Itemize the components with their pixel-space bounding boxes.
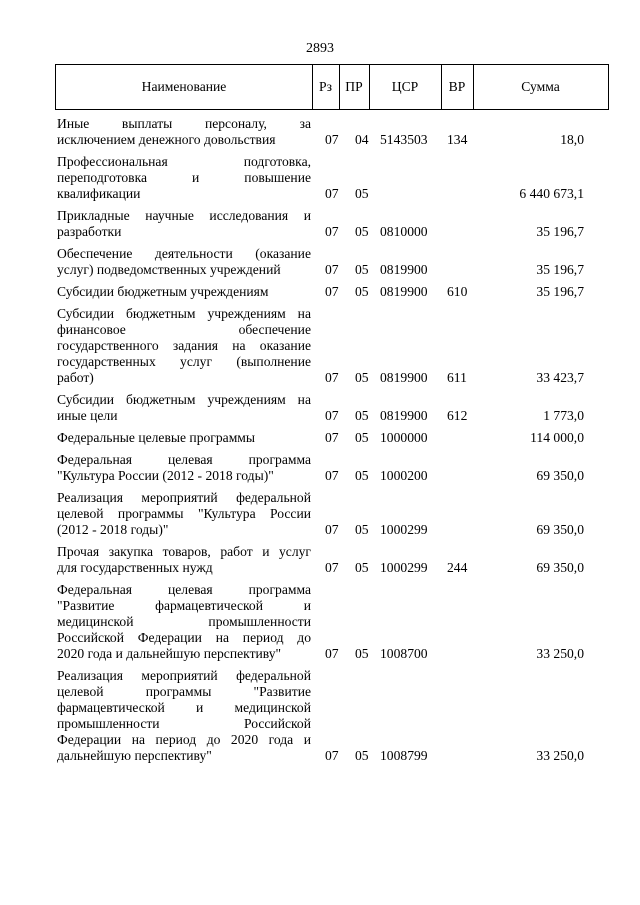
row-vr: 610 — [447, 284, 468, 299]
row-csr: 0810000 — [380, 224, 428, 239]
row-pr: 05 — [355, 468, 369, 483]
row-name-line: "Культура России (2012 - 2018 годы)" — [57, 468, 274, 483]
row-name-line: финансовое обеспечение — [57, 322, 311, 337]
row-sum: 35 196,7 — [536, 262, 584, 277]
row-rz: 07 — [325, 646, 339, 661]
row-pr: 05 — [355, 748, 369, 763]
row-pr: 04 — [355, 132, 369, 147]
row-name-line: исключением денежного довольствия — [57, 132, 276, 147]
row-pr: 05 — [355, 262, 369, 277]
row-pr: 05 — [355, 522, 369, 537]
row-name — [57, 246, 311, 278]
row-name — [57, 452, 311, 484]
table-row — [0, 668, 640, 764]
row-sum: 33 423,7 — [536, 370, 584, 385]
row-rz: 07 — [325, 224, 339, 239]
row-name-line: (2012 - 2018 годы)" — [57, 522, 169, 537]
row-csr: 1000000 — [380, 430, 428, 445]
row-name-line: Профессиональная подготовка, — [57, 154, 311, 169]
row-sum: 69 350,0 — [536, 560, 584, 575]
row-name-line: Федерации на период до 2020 года и — [57, 732, 311, 747]
row-name — [57, 306, 311, 386]
row-csr: 1008700 — [380, 646, 428, 661]
row-name-line: работ) — [57, 370, 94, 385]
row-name-line: Прочая закупка товаров, работ и услуг — [57, 544, 311, 559]
header-name: Наименование — [56, 65, 313, 109]
row-name-line: для государственных нужд — [57, 560, 213, 575]
row-csr: 1000200 — [380, 468, 428, 483]
row-sum: 18,0 — [560, 132, 584, 147]
row-sum: 1 773,0 — [543, 408, 584, 423]
row-name-line: Реализация мероприятий федеральной — [57, 668, 311, 683]
row-name-line: Субсидии бюджетным учреждениям на — [57, 306, 311, 321]
row-name-line: Российской Федерации на период до — [57, 630, 311, 645]
row-rz: 07 — [325, 468, 339, 483]
row-name — [57, 668, 311, 764]
row-name-line: Прикладные научные исследования и — [57, 208, 311, 223]
row-sum: 35 196,7 — [536, 284, 584, 299]
row-sum: 33 250,0 — [536, 646, 584, 661]
row-vr: 612 — [447, 408, 468, 423]
table-row — [0, 430, 640, 446]
row-rz: 07 — [325, 560, 339, 575]
row-sum: 69 350,0 — [536, 522, 584, 537]
row-name-line: Иные выплаты персоналу, за — [57, 116, 311, 131]
row-csr: 0819900 — [380, 262, 428, 277]
row-name — [57, 208, 311, 240]
header-rz: Рз — [312, 65, 340, 109]
row-name-line: целевой программы "Развитие — [57, 684, 311, 699]
table-row — [0, 154, 640, 202]
row-name — [57, 392, 311, 424]
row-pr: 05 — [355, 224, 369, 239]
row-rz: 07 — [325, 748, 339, 763]
table-row — [0, 490, 640, 538]
row-name — [57, 490, 311, 538]
row-pr: 05 — [355, 430, 369, 445]
row-rz: 07 — [325, 430, 339, 445]
row-csr: 1000299 — [380, 560, 428, 575]
table-row — [0, 116, 640, 148]
row-name-line: 2020 года и дальнейшую перспективу" — [57, 646, 282, 661]
row-csr: 1000299 — [380, 522, 428, 537]
row-name-line: фармацевтической и медицинской — [57, 700, 311, 715]
row-pr: 05 — [355, 560, 369, 575]
row-pr: 05 — [355, 186, 369, 201]
row-name-line: иные цели — [57, 408, 118, 423]
row-name-line: Субсидии бюджетным учреждениям на — [57, 392, 311, 407]
table-row — [0, 452, 640, 484]
header-csr: ЦСР — [369, 65, 442, 109]
row-name-line: промышленности Российской — [57, 716, 311, 731]
row-rz: 07 — [325, 370, 339, 385]
header-sum: Сумма — [521, 79, 560, 94]
table-header — [55, 64, 609, 110]
row-name-line: "Развитие фармацевтической и — [57, 598, 311, 613]
row-name-line: Федеральная целевая программа — [57, 452, 311, 467]
header-vr: ВР — [441, 65, 474, 109]
row-name-line: государственных услуг (выполнение — [57, 354, 311, 369]
row-vr: 611 — [447, 370, 467, 385]
table-row — [0, 208, 640, 240]
table-row — [0, 544, 640, 576]
row-name-line: Федеральные целевые программы — [57, 430, 256, 445]
row-name — [57, 430, 311, 446]
row-csr: 0819900 — [380, 408, 428, 423]
row-rz: 07 — [325, 262, 339, 277]
row-name — [57, 284, 311, 300]
row-name-line: Субсидии бюджетным учреждениям — [57, 284, 269, 299]
row-name-line: Федеральная целевая программа — [57, 582, 311, 597]
row-name-line: медицинской промышленности — [57, 614, 311, 629]
row-sum: 69 350,0 — [536, 468, 584, 483]
row-name — [57, 544, 311, 576]
row-name-line: разработки — [57, 224, 122, 239]
row-pr: 05 — [355, 284, 369, 299]
row-csr: 0819900 — [380, 284, 428, 299]
row-name — [57, 116, 311, 148]
row-name — [57, 154, 311, 202]
row-pr: 05 — [355, 646, 369, 661]
row-csr: 0819900 — [380, 370, 428, 385]
table-row — [0, 582, 640, 662]
row-vr: 244 — [447, 560, 468, 575]
row-name-line: переподготовка и повышение — [57, 170, 311, 185]
row-rz: 07 — [325, 284, 339, 299]
table-row — [0, 284, 640, 300]
row-pr: 05 — [355, 408, 369, 423]
row-rz: 07 — [325, 522, 339, 537]
row-rz: 07 — [325, 408, 339, 423]
row-sum: 33 250,0 — [536, 748, 584, 763]
row-pr: 05 — [355, 370, 369, 385]
row-name-line: Обеспечение деятельности (оказание — [57, 246, 311, 261]
row-vr: 134 — [447, 132, 468, 147]
row-name-line: Реализация мероприятий федеральной — [57, 490, 311, 505]
page-number: 2893 — [306, 41, 334, 56]
row-sum: 114 000,0 — [530, 430, 584, 445]
row-rz: 07 — [325, 132, 339, 147]
row-name-line: квалификации — [57, 186, 141, 201]
row-name-line: целевой программы "Культура России — [57, 506, 311, 521]
header-pr: ПР — [339, 65, 370, 109]
row-sum: 6 440 673,1 — [519, 186, 584, 201]
row-csr: 1008799 — [380, 748, 428, 763]
table-row — [0, 306, 640, 386]
row-name-line: дальнейшую перспективу" — [57, 748, 212, 763]
table-row — [0, 392, 640, 424]
row-rz: 07 — [325, 186, 339, 201]
row-sum: 35 196,7 — [536, 224, 584, 239]
row-name-line: услуг) подведомственных учреждений — [57, 262, 281, 277]
row-name — [57, 582, 311, 662]
row-csr: 5143503 — [380, 132, 428, 147]
row-name-line: государственного задания на оказание — [57, 338, 311, 353]
table-row — [0, 246, 640, 278]
